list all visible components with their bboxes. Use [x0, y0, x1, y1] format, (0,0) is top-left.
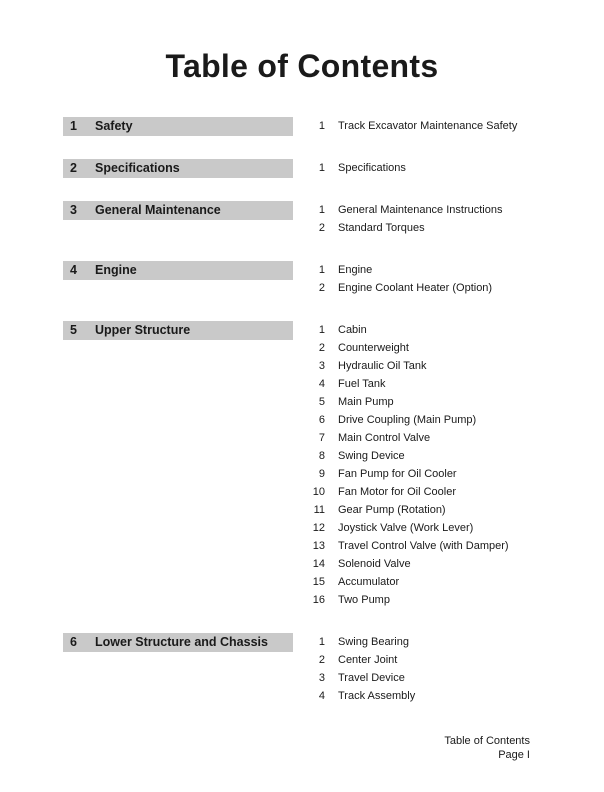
toc-item: [310, 671, 415, 689]
toc-section: [63, 321, 541, 611]
item-number: 1: [318, 161, 325, 174]
section-items: [310, 321, 509, 611]
section-header: [63, 261, 293, 280]
section-number: 5: [70, 323, 77, 338]
item-label: Main Control Valve: [338, 431, 431, 444]
section-items: [310, 159, 406, 179]
section-items: [310, 117, 517, 137]
section-title: General Maintenance: [95, 203, 221, 218]
toc-item: [310, 377, 509, 395]
toc-item: [310, 395, 509, 413]
item-label: Drive Coupling (Main Pump): [338, 413, 477, 426]
item-number: 1: [318, 323, 325, 336]
toc-sections: [63, 117, 541, 707]
toc-item: [310, 467, 509, 485]
item-label: Hydraulic Oil Tank: [338, 359, 427, 372]
toc-item: [310, 557, 509, 575]
item-number: 14: [312, 557, 325, 570]
toc-item: [310, 539, 509, 557]
toc-item: [310, 635, 415, 653]
item-label: Joystick Valve (Work Lever): [338, 521, 474, 534]
item-number: 13: [312, 539, 325, 552]
item-label: Center Joint: [338, 653, 398, 666]
toc-section: [63, 261, 541, 299]
item-label: Engine: [338, 263, 373, 276]
item-number: 5: [318, 395, 325, 408]
toc-section: [63, 159, 541, 179]
section-title: Engine: [95, 263, 137, 278]
item-label: Engine Coolant Heater (Option): [338, 281, 493, 294]
item-number: 6: [318, 413, 325, 426]
item-number: 2: [318, 341, 325, 354]
item-label: Accumulator: [338, 575, 400, 588]
toc-item: [310, 263, 492, 281]
item-number: 15: [312, 575, 325, 588]
toc-item: [310, 689, 415, 707]
item-number: 11: [313, 503, 325, 516]
toc-item: [310, 521, 509, 539]
item-number: 3: [318, 671, 325, 684]
item-number: 1: [318, 635, 325, 648]
section-title: Upper Structure: [95, 323, 191, 338]
item-number: 1: [318, 263, 325, 276]
section-number: 1: [70, 119, 77, 134]
toc-item: [310, 593, 509, 611]
item-number: 8: [318, 449, 325, 462]
toc-section: [63, 201, 541, 239]
section-items: [310, 261, 492, 299]
item-number: 1: [318, 203, 325, 216]
section-items: [310, 633, 415, 707]
item-label: Main Pump: [338, 395, 394, 408]
item-number: 1: [318, 119, 325, 132]
toc-item: [310, 281, 492, 299]
toc-item: [310, 503, 509, 521]
page-footer: [444, 734, 530, 762]
section-header: [63, 201, 293, 220]
footer-page-number: Page I: [498, 749, 530, 761]
item-label: Standard Torques: [338, 221, 425, 234]
toc-item: [310, 485, 509, 503]
section-header: [63, 117, 293, 136]
item-label: General Maintenance Instructions: [338, 203, 503, 216]
item-number: 3: [318, 359, 325, 372]
toc-item: [310, 341, 509, 359]
toc-item: [310, 653, 415, 671]
toc-section: [63, 633, 541, 707]
item-label: Specifications: [338, 161, 406, 174]
item-label: Track Excavator Maintenance Safety: [338, 119, 518, 132]
item-number: 2: [318, 281, 325, 294]
section-number: 4: [70, 263, 77, 278]
item-number: 2: [318, 653, 325, 666]
footer-doc-title: Table of Contents: [444, 735, 530, 747]
item-number: 4: [318, 689, 325, 702]
section-title: Safety: [95, 119, 133, 134]
toc-item: [310, 221, 502, 239]
toc-item: [310, 323, 509, 341]
item-label: Cabin: [338, 323, 367, 336]
toc-item: [310, 119, 517, 137]
item-number: 7: [318, 431, 325, 444]
item-label: Swing Bearing: [338, 635, 409, 648]
item-label: Fan Pump for Oil Cooler: [338, 467, 457, 480]
toc-item: [310, 359, 509, 377]
section-header: [63, 321, 293, 340]
item-number: 9: [318, 467, 325, 480]
item-number: 10: [312, 485, 325, 498]
item-label: Track Assembly: [338, 689, 416, 702]
toc-item: [310, 575, 509, 593]
item-number: 12: [312, 521, 325, 534]
item-number: 4: [318, 377, 325, 390]
toc-item: [310, 203, 502, 221]
section-header: [63, 159, 293, 178]
item-label: Two Pump: [338, 593, 390, 606]
item-label: Fan Motor for Oil Cooler: [338, 485, 456, 498]
item-label: Gear Pump (Rotation): [338, 503, 446, 516]
item-label: Travel Control Valve (with Damper): [338, 539, 509, 552]
section-title: Lower Structure and Chassis: [95, 635, 268, 650]
section-number: 2: [70, 161, 77, 176]
section-header: [63, 633, 293, 652]
item-number: 16: [312, 593, 325, 606]
toc-section: [63, 117, 541, 137]
page-title: Table of Contents: [165, 48, 439, 84]
section-title: Specifications: [95, 161, 180, 176]
section-items: [310, 201, 502, 239]
item-number: 2: [318, 221, 325, 234]
item-label: Counterweight: [338, 341, 409, 354]
toc-item: [310, 161, 406, 179]
toc-item: [310, 431, 509, 449]
item-label: Swing Device: [338, 449, 405, 462]
item-label: Travel Device: [338, 671, 405, 684]
item-label: Solenoid Valve: [338, 557, 411, 570]
section-number: 6: [70, 635, 77, 650]
item-label: Fuel Tank: [338, 377, 386, 390]
toc-item: [310, 449, 509, 467]
section-number: 3: [70, 203, 77, 218]
toc-item: [310, 413, 509, 431]
